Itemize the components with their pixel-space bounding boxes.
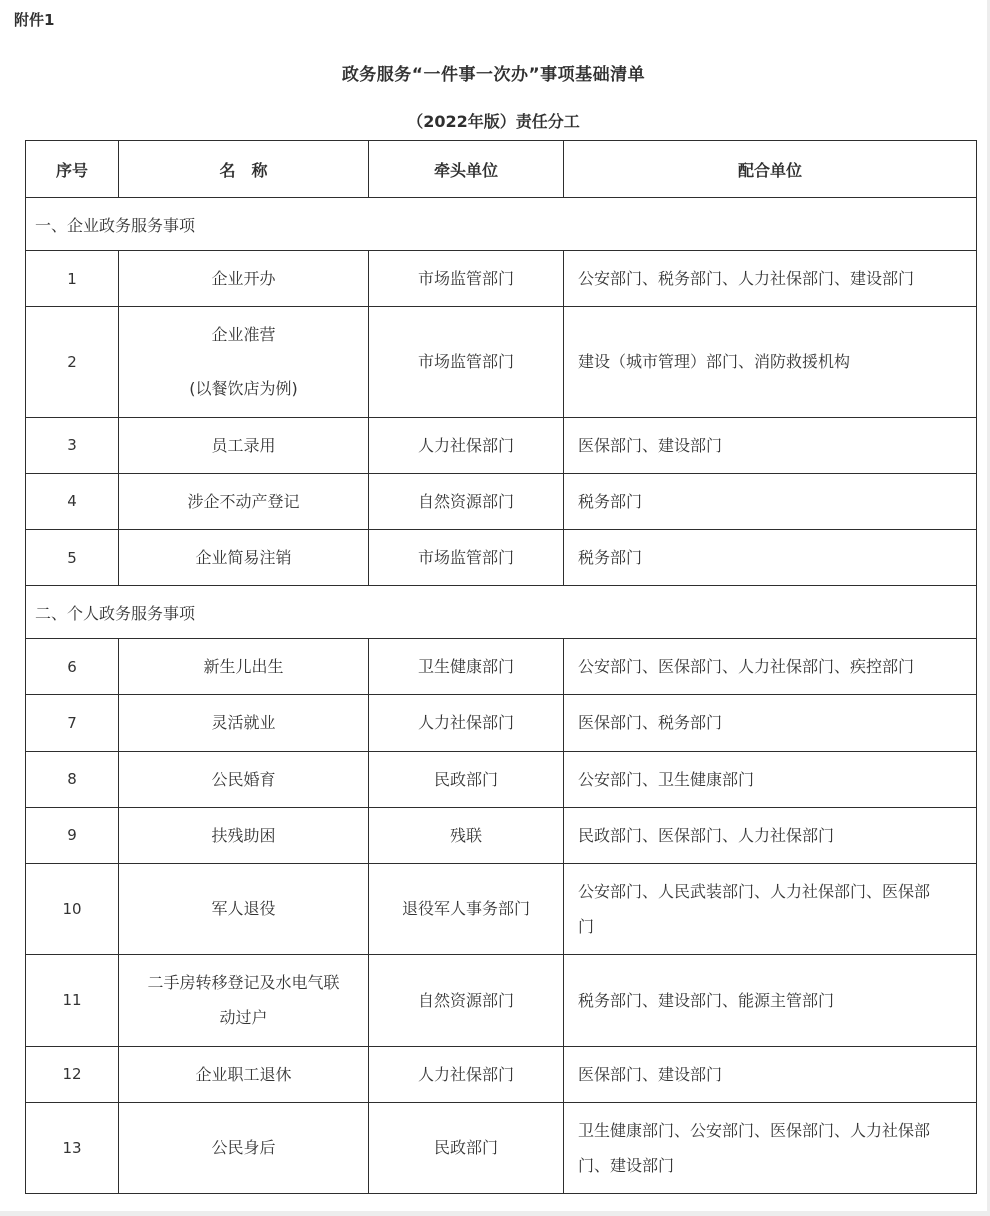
row-number: 10 — [26, 863, 119, 954]
partner-units-cell — [564, 807, 977, 863]
table-row — [26, 863, 977, 954]
section-title: 二、个人政务服务事项 — [26, 586, 977, 639]
row-number: 6 — [26, 639, 119, 695]
items-table — [25, 140, 977, 1194]
partner-units: 公安部门、人民武装部门、人力社保部门、医保部门 — [578, 881, 931, 937]
item-name: 企业简易注销 — [195, 547, 292, 567]
lead-unit: 市场监管部门 — [369, 307, 564, 417]
column-header: 名 称 — [119, 141, 369, 198]
row-number: 13 — [26, 1102, 119, 1193]
item-name: 扶残助困 — [211, 825, 276, 845]
table-header-row — [26, 141, 977, 198]
item-name: 企业开办 — [211, 269, 276, 288]
partner-units: 税务部门 — [578, 547, 643, 567]
partner-units: 税务部门 — [578, 491, 643, 511]
partner-units-cell — [564, 307, 977, 417]
item-name-cell — [119, 863, 369, 954]
item-name: 员工录用 — [211, 435, 276, 455]
row-number: 1 — [26, 251, 119, 307]
partner-units: 民政部门、医保部门、人力社保部门 — [578, 825, 835, 845]
item-name: 二手房转移登记及水电气联动过户 — [147, 973, 340, 1028]
section-row — [26, 198, 977, 251]
item-name-cell — [119, 307, 369, 417]
item-name-cell — [119, 473, 369, 529]
row-number: 5 — [26, 529, 119, 585]
item-name-cell — [119, 955, 369, 1046]
table-row — [26, 639, 977, 695]
partner-units-cell — [564, 417, 977, 473]
table-row — [26, 807, 977, 863]
row-number: 3 — [26, 417, 119, 473]
partner-units-cell — [564, 473, 977, 529]
partner-units-cell — [564, 639, 977, 695]
item-name-cell — [119, 1046, 369, 1102]
attachment-label: 附件1 — [14, 11, 55, 29]
lead-unit: 人力社保部门 — [369, 695, 564, 751]
item-name: 新生儿出生 — [203, 657, 284, 677]
lead-unit: 市场监管部门 — [369, 251, 564, 307]
lead-unit: 人力社保部门 — [369, 1046, 564, 1102]
section-row — [26, 586, 977, 639]
table-row — [26, 473, 977, 529]
table-row — [26, 307, 977, 417]
lead-unit: 市场监管部门 — [369, 529, 564, 585]
table-row — [26, 417, 977, 473]
partner-units-cell — [564, 863, 977, 954]
row-number: 11 — [26, 955, 119, 1046]
item-name: 军人退役 — [211, 899, 276, 919]
item-name-cell — [119, 417, 369, 473]
item-name-note: (以餐饮店为例) — [189, 379, 298, 399]
partner-units: 税务部门、建设部门、能源主管部门 — [578, 990, 835, 1010]
partner-units-cell — [564, 529, 977, 585]
table-row — [26, 955, 977, 1046]
item-name: 公民身后 — [211, 1138, 276, 1158]
table-row — [26, 695, 977, 751]
row-number: 9 — [26, 807, 119, 863]
partner-units-cell — [564, 251, 977, 307]
partner-units: 建设（城市管理）部门、消防救援机构 — [578, 352, 851, 372]
table-row — [26, 1102, 977, 1193]
table-row — [26, 751, 977, 807]
lead-unit: 民政部门 — [369, 751, 564, 807]
item-name: 企业职工退休 — [195, 1064, 292, 1084]
lead-unit: 自然资源部门 — [369, 473, 564, 529]
item-name-cell — [119, 751, 369, 807]
column-header: 序号 — [26, 141, 119, 198]
lead-unit: 残联 — [369, 807, 564, 863]
document-subtitle: （2022年版）责任分工 — [407, 112, 580, 131]
item-name-cell — [119, 807, 369, 863]
partner-units-cell — [564, 695, 977, 751]
table-row — [26, 1046, 977, 1102]
item-name-cell — [119, 1102, 369, 1193]
partner-units-cell — [564, 1102, 977, 1193]
item-name: 灵活就业 — [211, 713, 276, 733]
row-number: 12 — [26, 1046, 119, 1102]
lead-unit: 退役军人事务部门 — [369, 863, 564, 954]
table-row — [26, 529, 977, 585]
partner-units: 医保部门、税务部门 — [578, 713, 723, 733]
document-title: 政务服务“一件事一次办”事项基础清单 — [341, 65, 646, 85]
partner-units: 医保部门、建设部门 — [578, 1064, 723, 1084]
partner-units-cell — [564, 1046, 977, 1102]
item-name-cell — [119, 529, 369, 585]
partner-units-cell — [564, 955, 977, 1046]
row-number: 2 — [26, 307, 119, 417]
table-row — [26, 251, 977, 307]
partner-units: 公安部门、税务部门、人力社保部门、建设部门 — [578, 269, 915, 288]
lead-unit: 民政部门 — [369, 1102, 564, 1193]
item-name-cell — [119, 639, 369, 695]
partner-units: 公安部门、医保部门、人力社保部门、疾控部门 — [578, 657, 915, 677]
row-number: 8 — [26, 751, 119, 807]
partner-units: 医保部门、建设部门 — [578, 435, 723, 455]
partner-units-cell — [564, 751, 977, 807]
column-header: 牵头单位 — [369, 141, 564, 198]
section-title: 一、企业政务服务事项 — [26, 198, 977, 251]
partner-units: 卫生健康部门、公安部门、医保部门、人力社保部门、建设部门 — [578, 1120, 931, 1175]
item-name: 涉企不动产登记 — [187, 491, 300, 511]
lead-unit: 自然资源部门 — [369, 955, 564, 1046]
item-name: 公民婚育 — [211, 769, 276, 789]
partner-units: 公安部门、卫生健康部门 — [578, 769, 755, 789]
row-number: 4 — [26, 473, 119, 529]
lead-unit: 人力社保部门 — [369, 417, 564, 473]
item-name-cell — [119, 251, 369, 307]
row-number: 7 — [26, 695, 119, 751]
lead-unit: 卫生健康部门 — [369, 639, 564, 695]
item-name-cell — [119, 695, 369, 751]
column-header: 配合单位 — [564, 141, 977, 198]
item-name: 企业准营 — [211, 325, 276, 345]
